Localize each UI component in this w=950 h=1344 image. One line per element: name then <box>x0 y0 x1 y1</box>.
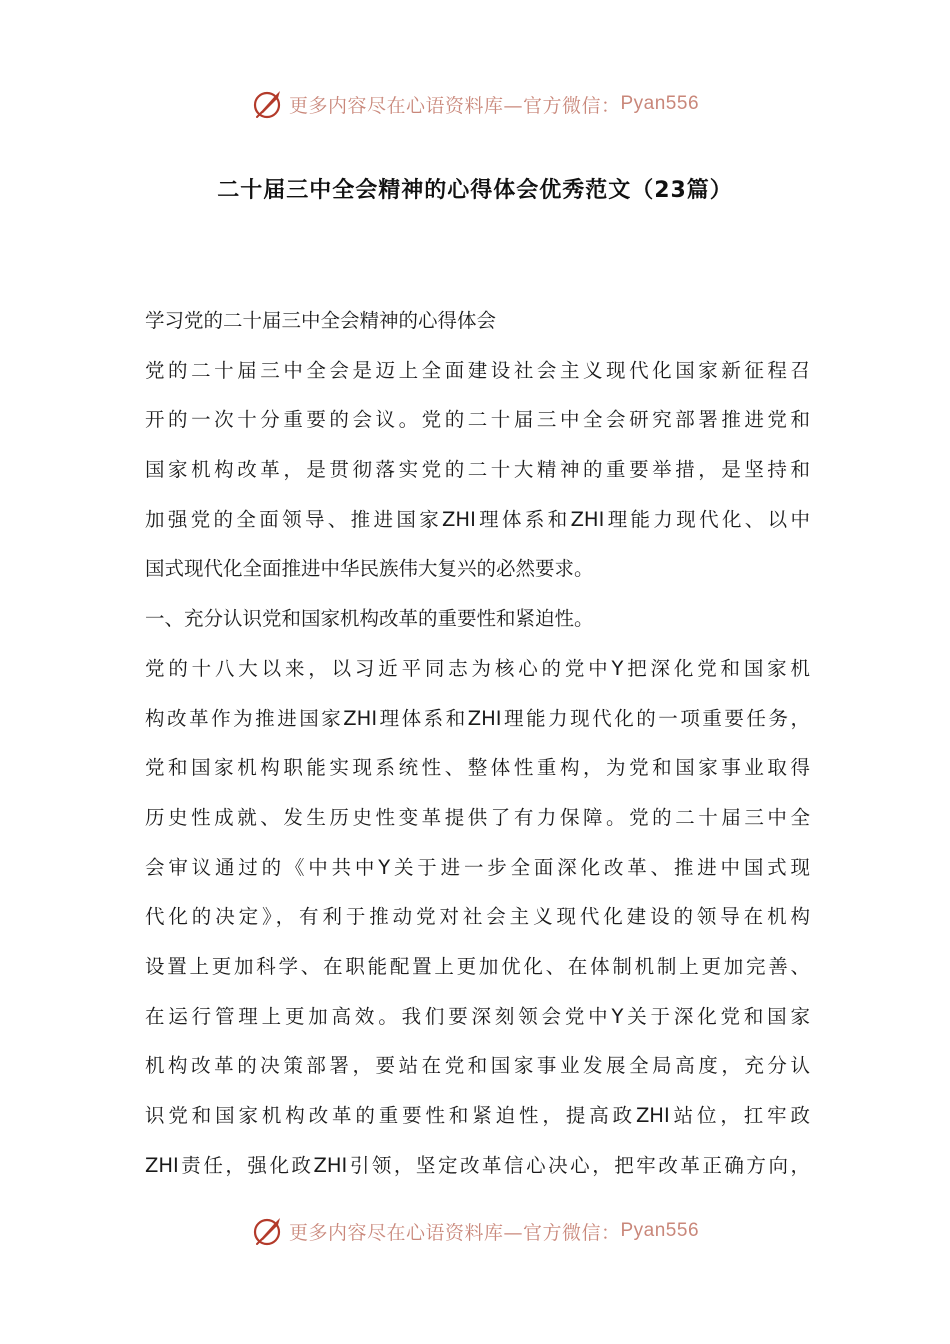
quill-pen-icon <box>251 87 285 121</box>
body-line: 会审议通过的《中共中Y关于进一步全面深化改革、推进中国式现 <box>145 855 810 879</box>
document-body <box>145 296 810 1190</box>
body-line: 在运行管理上更加高效。我们要深刻领会党中Y关于深化党和国家 <box>145 1004 810 1028</box>
banner-wechat-id: Pyan556 <box>620 1220 700 1241</box>
banner-wechat-id: Pyan556 <box>620 93 700 114</box>
body-line: 代化的决定》，有利于推动党对社会主义现代化建设的领导在机构 <box>145 905 810 929</box>
body-line: 党的十八大以来，以习近平同志为核心的党中Y把深化党和国家机 <box>145 656 810 680</box>
quill-pen-icon <box>251 1214 285 1248</box>
footer-watermark-banner <box>0 1211 950 1251</box>
section-heading: 学习党的二十届三中全会精神的心得体会 <box>145 309 497 332</box>
body-line: 党的二十届三中全会是迈上全面建设社会主义现代化国家新征程召 <box>145 358 810 382</box>
body-line: 机构改革的决策部署，要站在党和国家事业发展全局高度，充分认 <box>145 1054 810 1078</box>
body-line: 构改革作为推进国家ZHI理体系和ZHI理能力现代化的一项重要任务， <box>145 706 810 730</box>
subheading: 一、充分认识党和国家机构改革的重要性和紧迫性。 <box>145 607 594 631</box>
body-line: ZHI责任，强化政ZHI引领，坚定改革信心决心，把牢改革正确方向， <box>145 1153 810 1177</box>
banner-text: 更多内容尽在心语资料库—官方微信： <box>288 1221 621 1244</box>
body-line: 历史性成就、发生历史性变革提供了有力保障。党的二十届三中全 <box>145 805 810 829</box>
body-line: 国家机构改革，是贯彻落实党的二十大精神的重要举措，是坚持和 <box>145 458 810 482</box>
body-line: 识党和国家机构改革的重要性和紧迫性，提高政ZHI站位，扛牢政 <box>145 1104 810 1127</box>
document-title: 二十届三中全会精神的心得体会优秀范文（23篇） <box>217 178 733 203</box>
body-line: 党和国家机构职能实现系统性、整体性重构，为党和国家事业取得 <box>145 756 810 780</box>
header-watermark-banner <box>0 84 950 124</box>
body-line: 开的一次十分重要的会议。党的二十届三中全会研究部署推进党和 <box>145 408 810 432</box>
body-line: 国式现代化全面推进中华民族伟大复兴的必然要求。 <box>145 557 594 581</box>
body-line: 设置上更加科学、在职能配置上更加优化、在体制机制上更加完善、 <box>145 954 810 978</box>
banner-text: 更多内容尽在心语资料库—官方微信： <box>288 94 621 117</box>
body-line: 加强党的全面领导、推进国家ZHI理体系和ZHI理能力现代化、以中 <box>145 507 810 531</box>
